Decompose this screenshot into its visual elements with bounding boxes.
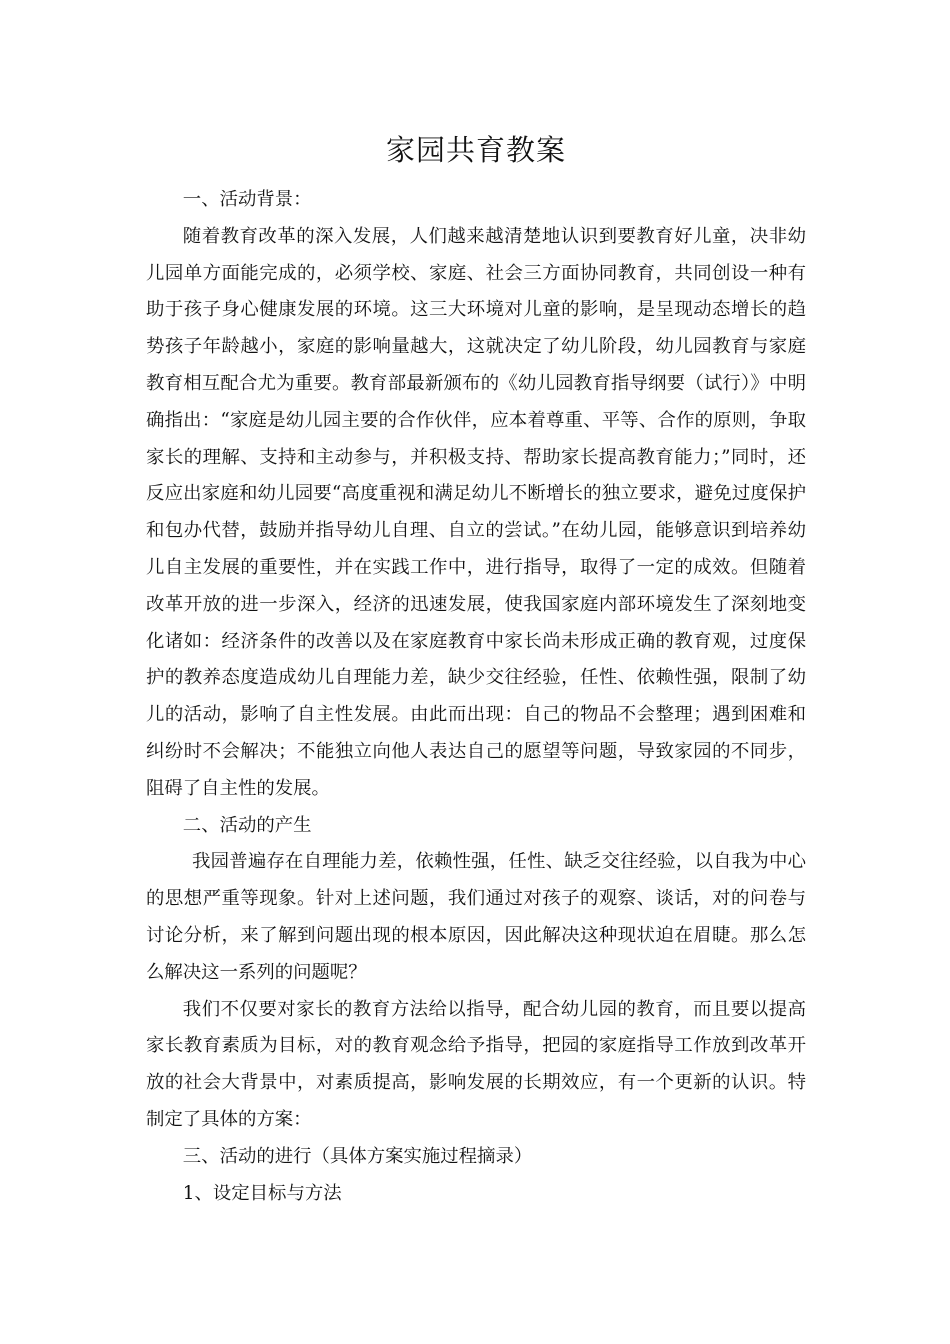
document-title: 家园共育教案: [385, 133, 566, 167]
subheading-goals-methods: 1、设定目标与方法: [182, 1182, 342, 1204]
background-paragraph: 随着教育改革的深入发展，人们越来越清楚地认识到要教育好儿童，决非幼儿园单方面能完成的，必须学校、家庭、社会三方面协同教育，共同创设一种有助于孩子身心健康发展的环境。这三大环境对儿童的影响，是呈现动态增长的趋势孩子年龄越小，家庭的影响量越大，这就决定了幼儿阶段，幼儿园教育与家庭教育相互配合尤为重要。教育部最新颁布的《幼儿园教育指导纲要（试行）》中明确指出：“家庭是幼儿园主要的合作伙伴，应本着尊重、平等、合作的原则，争取家长的理解、支持和主动参与，并积极支持、帮助家长提高教育能力；”同时，还反应出家庭和幼儿园要“高度重视和满足幼儿不断增长的独立要求，避免过度保护和包办代替，鼓励并指导幼儿自理、自立的尝试。”在幼儿园，能够意识到培养幼儿自主发展的重要性，并在实践工作中，进行指导，取得了一定的成效。但随着改革开放的进一步深入，经济的迅速发展，使我国家庭内部环境发生了深刻地变化诸如：经济条件的改善以及在家庭教育中家长尚未形成正确的教育观，过度保护的教养态度造成幼儿自理能力差，缺少交往经验，任性、依赖性强，限制了幼儿的活动，影响了自主性发展。由此而出现：自己的物品不会整理；遇到困难和纠纷时不会解决；不能独立向他人表达自己的愿望等问题，导致家园的不同步，阻碍了自主性的发展。: [146, 225, 806, 799]
origin-paragraph-1: 我园普遍存在自理能力差，依赖性强，任性、缺乏交往经验，以自我为中心的思想严重等现象。针对上述问题，我们通过对孩子的观察、谈话，对的问卷与讨论分析，来了解到问题出现的根本原因，因此解决这种现状迫在眉睫。那么怎么解决这一系列的问题呢？: [146, 851, 806, 983]
section-heading-process: 三、活动的进行（具体方案实施过程摘录）: [182, 1145, 533, 1167]
origin-paragraph-2: 我们不仅要对家长的教育方法给以指导，配合幼儿园的教育，而且要以提高家长教育素质为目标，对的教育观念给予指导，把园的家庭指导工作放到改革开放的社会大背景中，对素质提高，影响发展的长期效应，有一个更新的认识。特制定了具体的方案：: [146, 998, 806, 1130]
section-heading-origin: 二、活动的产生: [182, 814, 312, 836]
section-heading-background: 一、活动背景：: [182, 189, 312, 210]
